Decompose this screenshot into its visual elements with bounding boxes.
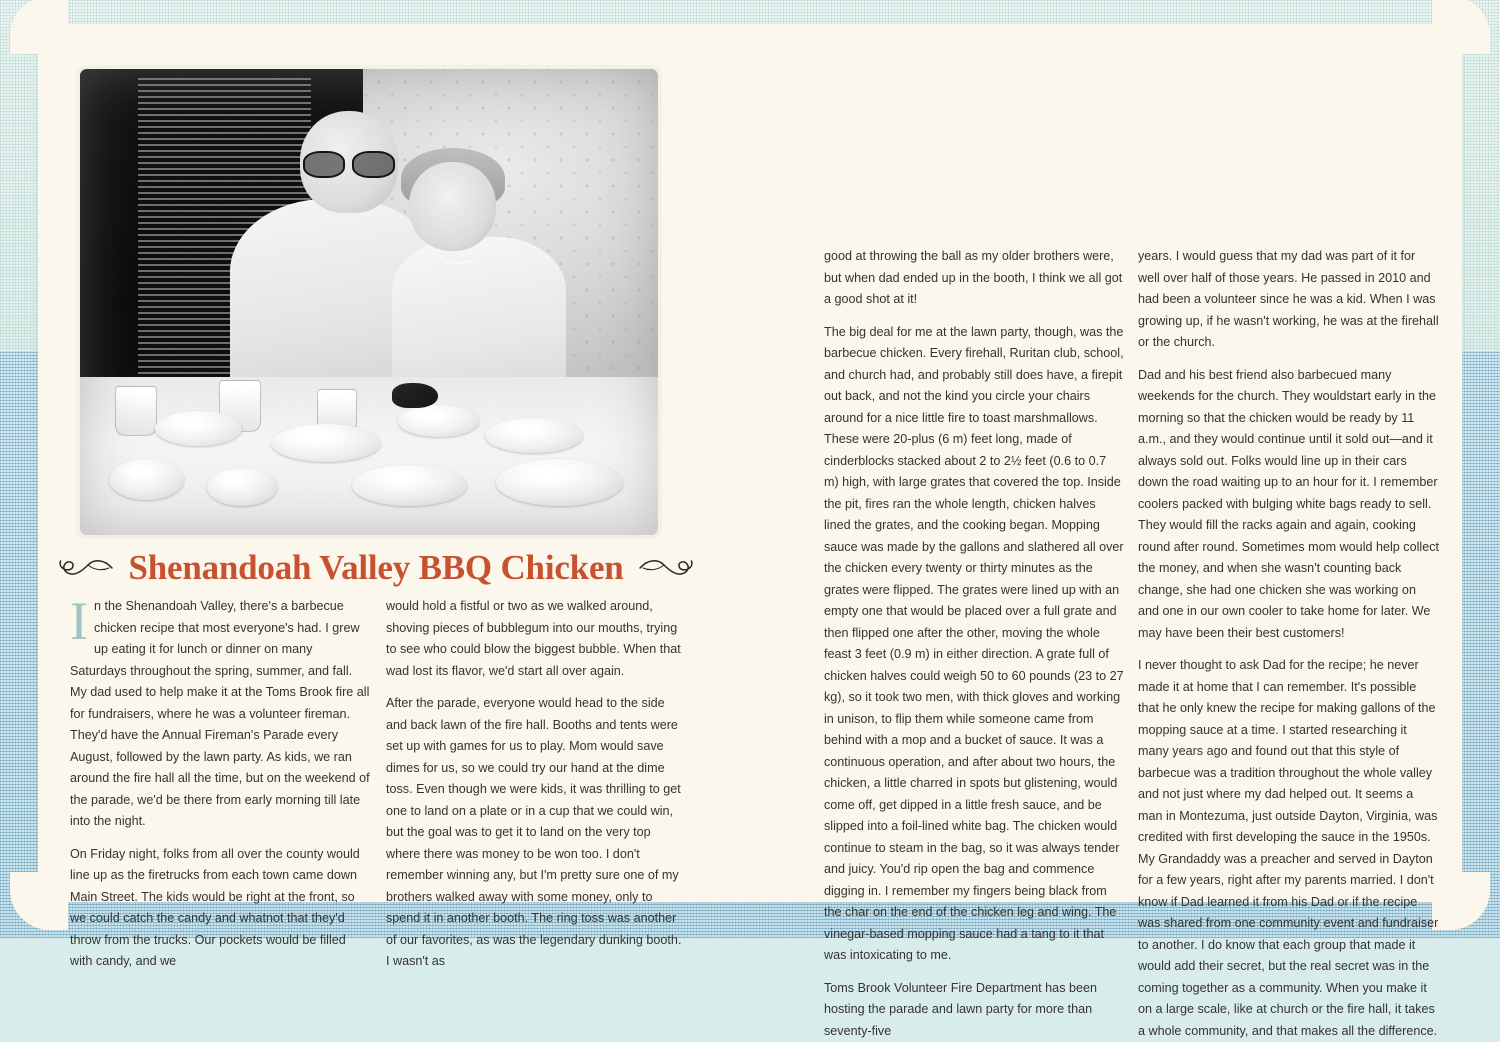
flourish-ornament-right bbox=[638, 555, 694, 581]
text-column-4 bbox=[1138, 246, 1440, 1042]
paragraph: would hold a fistful or two as we walked around, shoving pieces of bubblegum into our mouths, trying to see who could blow the biggest bubble. When that wad lost its flavor, we'd start all over again. bbox=[386, 596, 686, 682]
photo-frame bbox=[76, 65, 662, 539]
paragraph: The big deal for me at the lawn party, though, was the barbecue chicken. Every firehall, Ruritan club, school, and church had, and probably still does have, a firepit out back, and not the kind you circle your chairs around for a nice little fire to toast marshmallows. These were 20-plus (6 m) feet long, made of cinderblocks stacked about 2 to 2½ feet (0.6 to 0.7 m) high, with large grates that covered the top. Inside the pit, fires ran the whole length, chicken halves lined the grates, and the cooking began. Mopping sauce was made by the gallons and slathered all over the chicken every twenty or thirty minutes as the grates were flipped. The grates were lined up with an empty one that would be placed over a full grate and then flipped one after the other, moving the whole feast 3 feet (0.9 m) in either direction. A grate full of chicken halves could weigh 50 to 60 pounds (23 to 27 kg), so it took two men, with thick gloves and working in unison, to flip them while someone came from behind with a mop and a bucket of sauce. It was a continuous operation, and after about two hours, the chicken, a little charred in spots but glistening, would come off, get dipped in a little fresh sauce, and be slipped into a foil-lined white bag. The chicken would continue to steam in the bag, so it was always tender and juicy. You'd rip open the bag and commence digging in. I remember my fingers being black from the char on the end of the chicken leg and wing. The vinegar-based mopping sauce had a tang to it that was intoxicating to me. bbox=[824, 322, 1124, 967]
flourish-ornament-left bbox=[58, 555, 114, 581]
family-photograph bbox=[80, 69, 658, 535]
paragraph: Dad and his best friend also barbecued many weekends for the church. They wouldstart early in the morning so that the chicken would be ready by 11 a.m., and they would continue until it sold out—and it always sold out. Folks would line up in their cars down the road waiting up to an hour for it. I remember coolers packed with bulging white bags ready to sell. They would fill the racks again and again, cooking round after round. Sometimes mom would help collect the money, and when she wasn't counting back change, she had one chicken she was working on and one in our own cooler to take home for later. We may have been their best customers! bbox=[1138, 365, 1440, 645]
paragraph bbox=[70, 596, 370, 833]
photo-vignette bbox=[80, 69, 658, 535]
paragraph: good at throwing the ball as my older brothers were, but when dad ended up in the booth, I think we all got a good shot at it! bbox=[824, 246, 1124, 311]
paragraph: On Friday night, folks from all over the county would line up as the firetrucks from each town came down Main Street. The kids would be right at the front, so we could catch the candy and whatnot that they'd throw from the trucks. Our pockets would be filled with candy, and we bbox=[70, 844, 370, 973]
page-title: Shenandoah Valley BBQ Chicken bbox=[128, 548, 623, 588]
paragraph-text: n the Shenandoah Valley, there's a barbecue chicken recipe that most everyone's had. I grew up eating it for lunch or dinner on many Saturdays throughout the spring, summer, and fall. My dad used to help make it at the Toms Brook fire all for fundraisers, where he was a volunteer fireman. They'd have the Annual Fireman's Parade every August, followed by the lawn party. As kids, we ran around the fire hall all the time, but on the weekend of the parade, we'd be there from early morning till late into the night. bbox=[70, 599, 370, 828]
paragraph: After the parade, everyone would head to the side and back lawn of the fire hall. Booths and tents were set up with games for us to play. Mom would save dimes for us, so we could try our hand at the dime toss. Even though we were kids, it was thrilling to get one to land on a plate or in a cup that we could win, but the goal was to get it to land on the very top where there was money to be won too. I don't remember winning any, but I'm pretty sure one of my brothers walked away with some money, only to spend it in another booth. The ring toss was another of our favorites, as was the legendary dunking booth. I wasn't as bbox=[386, 693, 686, 973]
text-column-2 bbox=[386, 596, 686, 973]
paragraph: Toms Brook Volunteer Fire Department has been hosting the parade and lawn party for more than seventy-five bbox=[824, 978, 1124, 1042]
cookbook-page bbox=[38, 24, 1462, 902]
paragraph: years. I would guess that my dad was part of it for well over half of those years. He passed in 2010 and had been a volunteer since he was a kid. When I was growing up, if he wasn't working, he was at the firehall or the church. bbox=[1138, 246, 1440, 354]
recipe-title-row bbox=[76, 548, 676, 588]
text-column-1 bbox=[70, 596, 370, 973]
text-column-3 bbox=[824, 246, 1124, 1042]
drop-cap: I bbox=[70, 598, 88, 644]
paragraph: I never thought to ask Dad for the recipe; he never made it at home that I can remember. It's possible that he only knew the recipe for making gallons of the mopping sauce at a time. I started researching it many years ago and found out that this style of barbecue was a tradition throughout the whole valley and not just where my dad helped out. It seems a man in Montezuma, just outside Dayton, Virginia, was credited with first developing the sauce in the 1950s. My Grandaddy was a preacher and served in Dayton for a few years, right after my parents married. I don't know if Dad learned it from his Dad or if the recipe was shared from one community event and fundraiser to another. I do know that each group that made it would add their secret, but the real secret was in the coming together as a community. When you make it on a large scale, like at church or the fire hall, it takes a whole community, and that makes all the difference. bbox=[1138, 655, 1440, 1042]
